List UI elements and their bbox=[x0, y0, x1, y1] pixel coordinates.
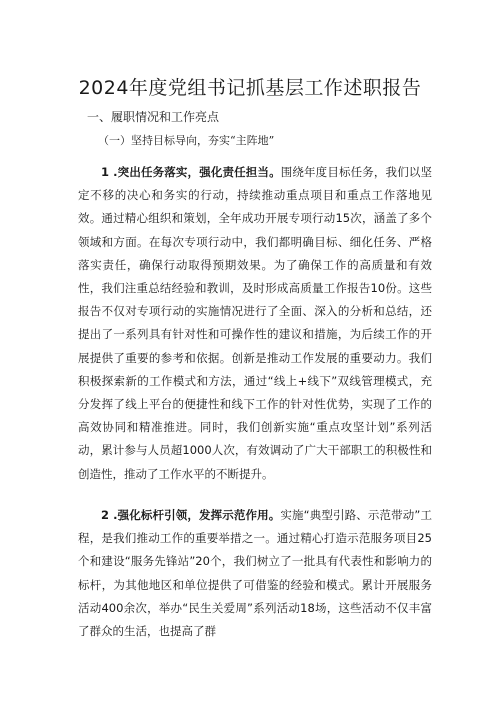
paragraph-1 bbox=[78, 161, 432, 486]
document-title: 2024年度党组书记抓基层工作述职报告 bbox=[78, 77, 422, 99]
section-heading: 一、履职情况和工作亮点 bbox=[87, 110, 220, 124]
paragraph-lead: 1 .突出任务落实，强化责任担当。 bbox=[101, 165, 281, 179]
paragraph-body: 围绕年度目标任务，我们以坚定不移的决心和务实的行动，持续推动重点项目和重点工作落地见效。通过精心组织和策划，全年成功开展专项行动15次，涵盖了多个领域和方面。在每次专项行动中，我们都明确目标、细化任务、严格落实责任，确保行动取得预期效果。为了确保工作的高质量和有效性，我们注重总结经验和教训，及时形成高质量工作报告10份。这些报告不仅对专项行动的实施情况进行了全面、深入的分析和总结，还提出了一系列具有针对性和可操作性的建议和措施，为后续工作的开展提供了重要的参考和依据。创新是推动工作发展的重要动力。我们积极探索新的工作模式和方法，通过“线上+线下”双线管理模式，充分发挥了线上平台的便捷性和线下工作的针对性优势，实现了工作的高效协同和精准推进。同时，我们创新实施“重点攻坚计划”系列活动，累计参与人员超1000人次，有效调动了广大干部职工的积极性和创造性，推动了工作水平的不断提升。 bbox=[78, 165, 433, 481]
paragraph-body: 实施“典型引路、示范带动”工程，是我们推动工作的重要举措之一。通过精心打造示范服务项目25个和建设“服务先锋站”20个，我们树立了一批具有代表性和影响力的标杆，为其他地区和单位提供了可借鉴的经验和模式。累计开展服务活动400余次，举办“民生关爱周”系列活动18场，这些活动不仅丰富了群众的生活，也提高了群 bbox=[78, 508, 432, 639]
subsection-heading: （一）坚持目标导向，夯实“主阵地” bbox=[98, 134, 275, 147]
paragraph-lead: 2 .强化标杆引领，发挥示范作用。 bbox=[101, 508, 281, 522]
paragraph-2 bbox=[78, 504, 432, 643]
